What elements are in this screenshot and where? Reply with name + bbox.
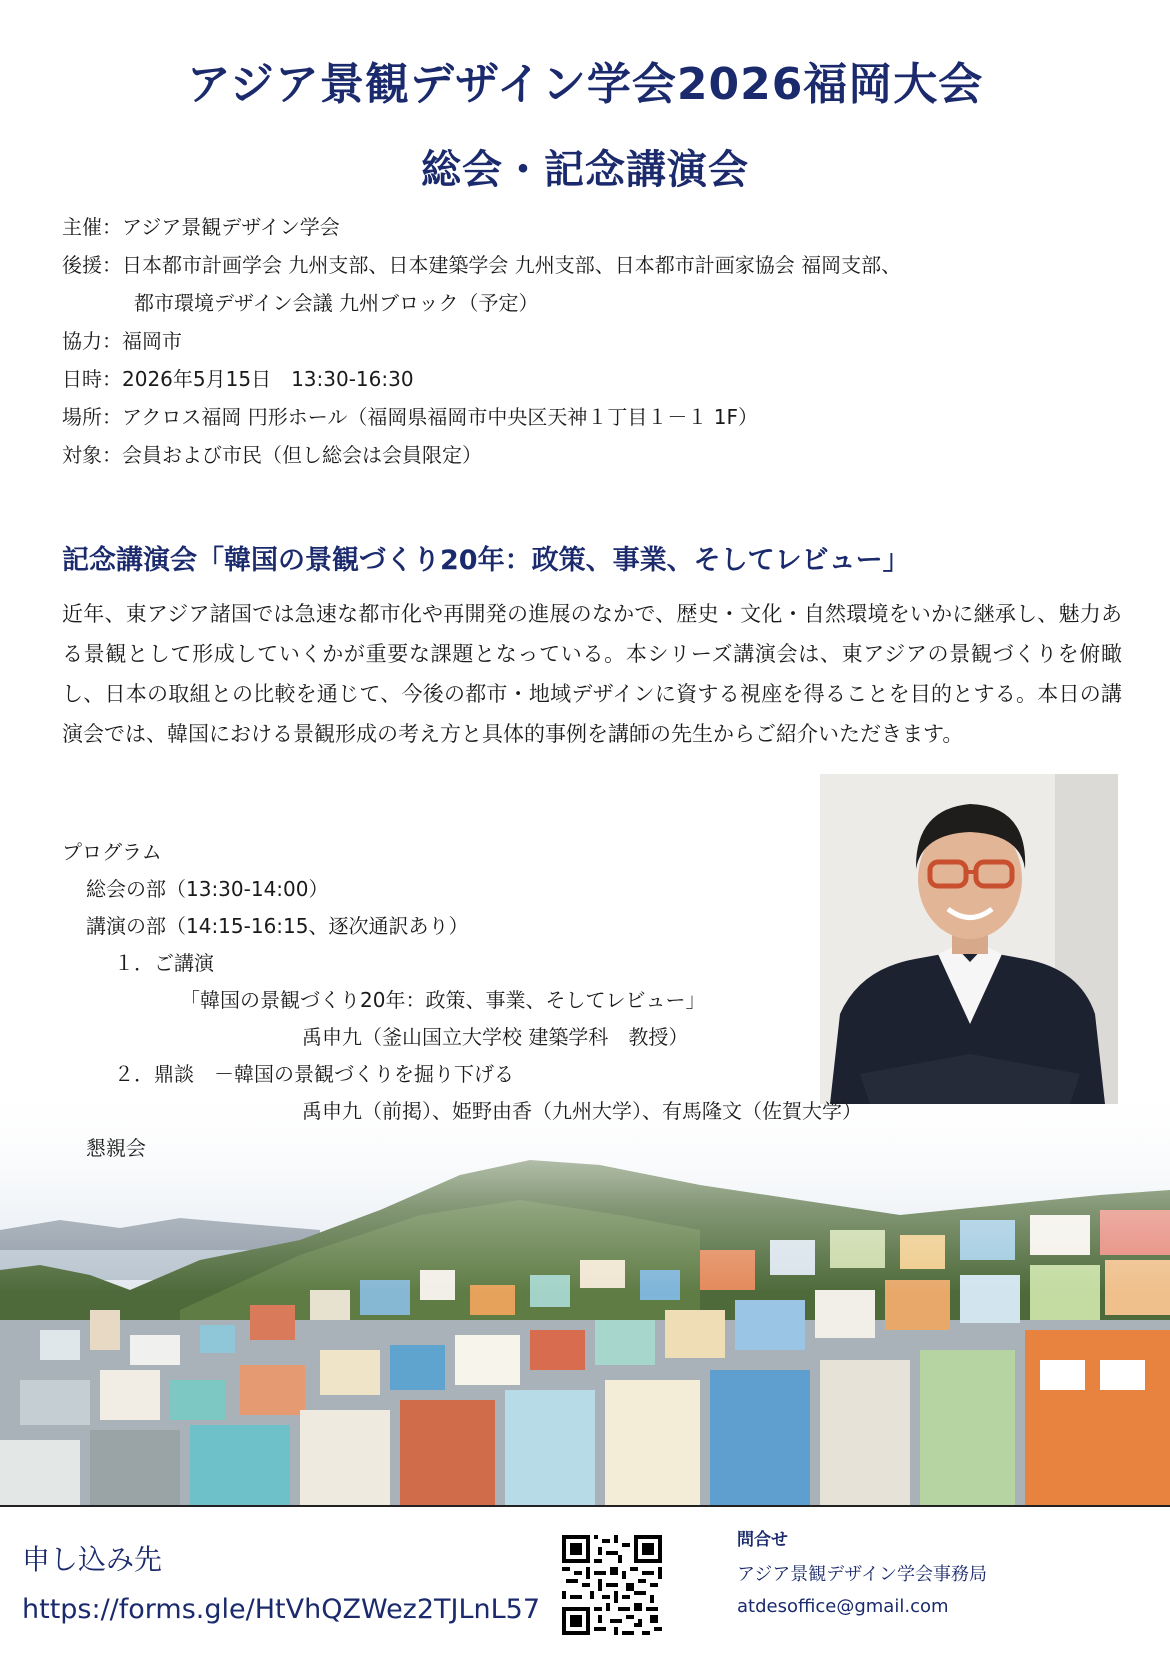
organizer-value: アジア景観デザイン学会 [122,215,340,239]
contact-label: 問合せ [737,1530,788,1550]
speaker-photo [820,774,1118,1104]
organizer-label: 主催： [62,215,122,239]
venue-label: 場所： [62,405,122,429]
cooperation-value: 福岡市 [122,329,182,353]
contact-organization: アジア景観デザイン学会事務局 [737,1564,988,1585]
program-item-1-title: 「韓国の景観づくり20年：政策、事業、そしてレビュー」 [180,988,706,1012]
date-value: 2026年5月15日 13:30-16:30 [122,367,414,391]
contact-email[interactable]: atdesoffice@gmail.com [737,1596,949,1617]
cooperation-row [62,322,1122,360]
lecture-description: 近年、東アジア諸国では急速な都市化や再開発の進展のなかで、歴史・文化・自然環境をいかに継承し、魅力ある景観として形成していくかが重要な課題となっている。本シリーズ講演会は、東アジアの景観づくりを俯瞰し、日本の取組との比較を通じて、今後の都市・地域デザインに資する視座を得ることを目的とする。本日の講演会では、韓国における景観形成の考え方と具体的事例を講師の先生からご紹介いただきます。 [62,602,1122,746]
support-value-continued: 都市環境デザイン会議 九州ブロック（予定） [134,291,539,315]
event-info [62,208,1122,474]
event-title: アジア景観デザイン学会2026福岡大会 [186,59,984,110]
qr-code[interactable] [562,1535,662,1635]
audience-label: 対象： [62,443,122,467]
event-subtitle: 総会・記念講演会 [421,147,749,193]
apply-label: 申し込み先 [22,1543,163,1576]
audience-value: 会員および市民（但し総会は会員限定） [122,443,482,467]
program-heading: プログラム [62,840,162,864]
audience-row [62,436,1122,474]
apply-link[interactable]: https://forms.gle/HtVhQZWez2TJLnL57 [22,1594,541,1625]
date-row [62,360,1122,398]
organizer-row [62,208,1122,246]
support-row [62,246,1122,284]
program-item-1: １．ご講演 [114,951,214,975]
support-value: 日本都市計画学会 九州支部、日本建築学会 九州支部、日本都市計画家協会 福岡支部、 [122,253,902,277]
program [62,834,862,1167]
lecture-heading: 記念講演会「韓国の景観づくり20年：政策、事業、そしてレビュー」 [62,545,910,576]
program-general-meeting: 総会の部（13:30-14:00） [86,877,329,901]
support-label: 後援： [62,253,122,277]
cooperation-label: 協力： [62,329,122,353]
program-reception: 懇親会 [86,1136,146,1160]
program-item-2-speakers: 禹申九（前掲）、姫野由香（九州大学）、有馬隆文（佐賀大学） [302,1099,862,1123]
program-item-2: ２．鼎談 －韓国の景観づくりを掘り下げる [114,1062,514,1086]
program-lecture-part: 講演の部（14:15-16:15、逐次通訳あり） [86,914,469,938]
program-item-1-speaker: 禹申九（釜山国立大学校 建築学科 教授） [302,1025,689,1049]
date-label: 日時： [62,367,122,391]
venue-row [62,398,1122,436]
venue-value: アクロス福岡 円形ホール（福岡県福岡市中央区天神１丁目１－１ 1F） [122,405,758,429]
